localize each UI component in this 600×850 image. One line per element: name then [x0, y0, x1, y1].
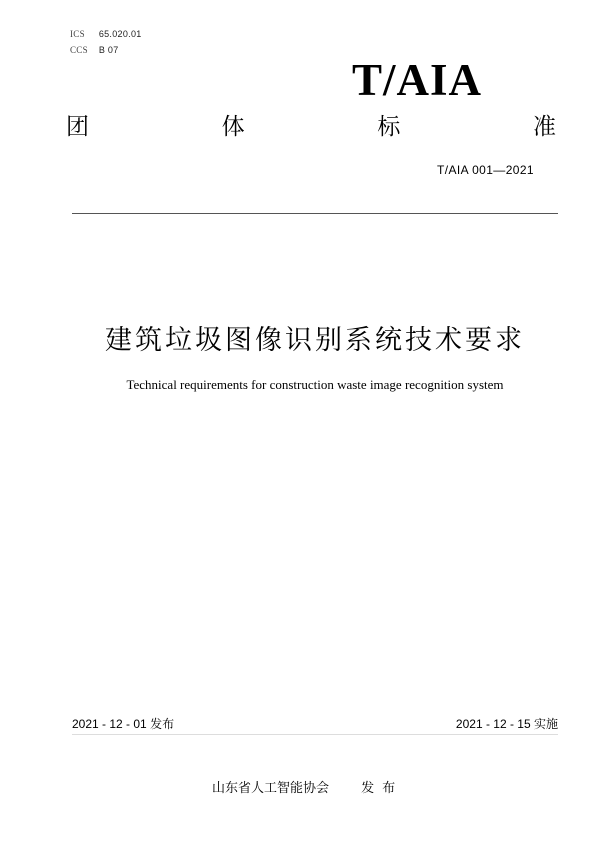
- ccs-label: CCS: [70, 45, 88, 55]
- publish-date-label: 发布: [150, 717, 175, 731]
- implement-date: [456, 715, 558, 732]
- ccs-code: [70, 45, 119, 55]
- standard-logo: T/AIA: [352, 55, 483, 105]
- publisher-action: 发布: [361, 781, 404, 796]
- ics-code: [70, 29, 142, 39]
- publisher-name: 山东省人工智能协会: [212, 781, 330, 796]
- header-divider: [72, 213, 558, 214]
- publish-date: [72, 715, 174, 732]
- document-title-english: Technical requirements for construction waste image recognition system: [126, 377, 504, 392]
- footer-divider: [72, 734, 558, 735]
- ccs-value: B 07: [98, 45, 119, 55]
- standard-type-char: 体: [221, 114, 245, 140]
- implement-date-label: 实施: [533, 717, 558, 731]
- publish-date-value: 2021 - 12 - 01: [72, 717, 147, 731]
- ics-label: ICS: [70, 29, 85, 39]
- standard-type-heading: [66, 116, 556, 139]
- publisher: [212, 777, 403, 796]
- ics-value: 65.020.01: [98, 29, 142, 39]
- implement-date-value: 2021 - 12 - 15: [455, 717, 531, 731]
- document-title-chinese: 建筑垃圾图像识别系统技术要求: [105, 325, 525, 356]
- standard-type-char: 标: [377, 114, 401, 140]
- standard-number: T/AIA 001—2021: [437, 163, 534, 177]
- standard-type-char: 团: [66, 114, 89, 140]
- standard-type-char: 准: [532, 114, 556, 140]
